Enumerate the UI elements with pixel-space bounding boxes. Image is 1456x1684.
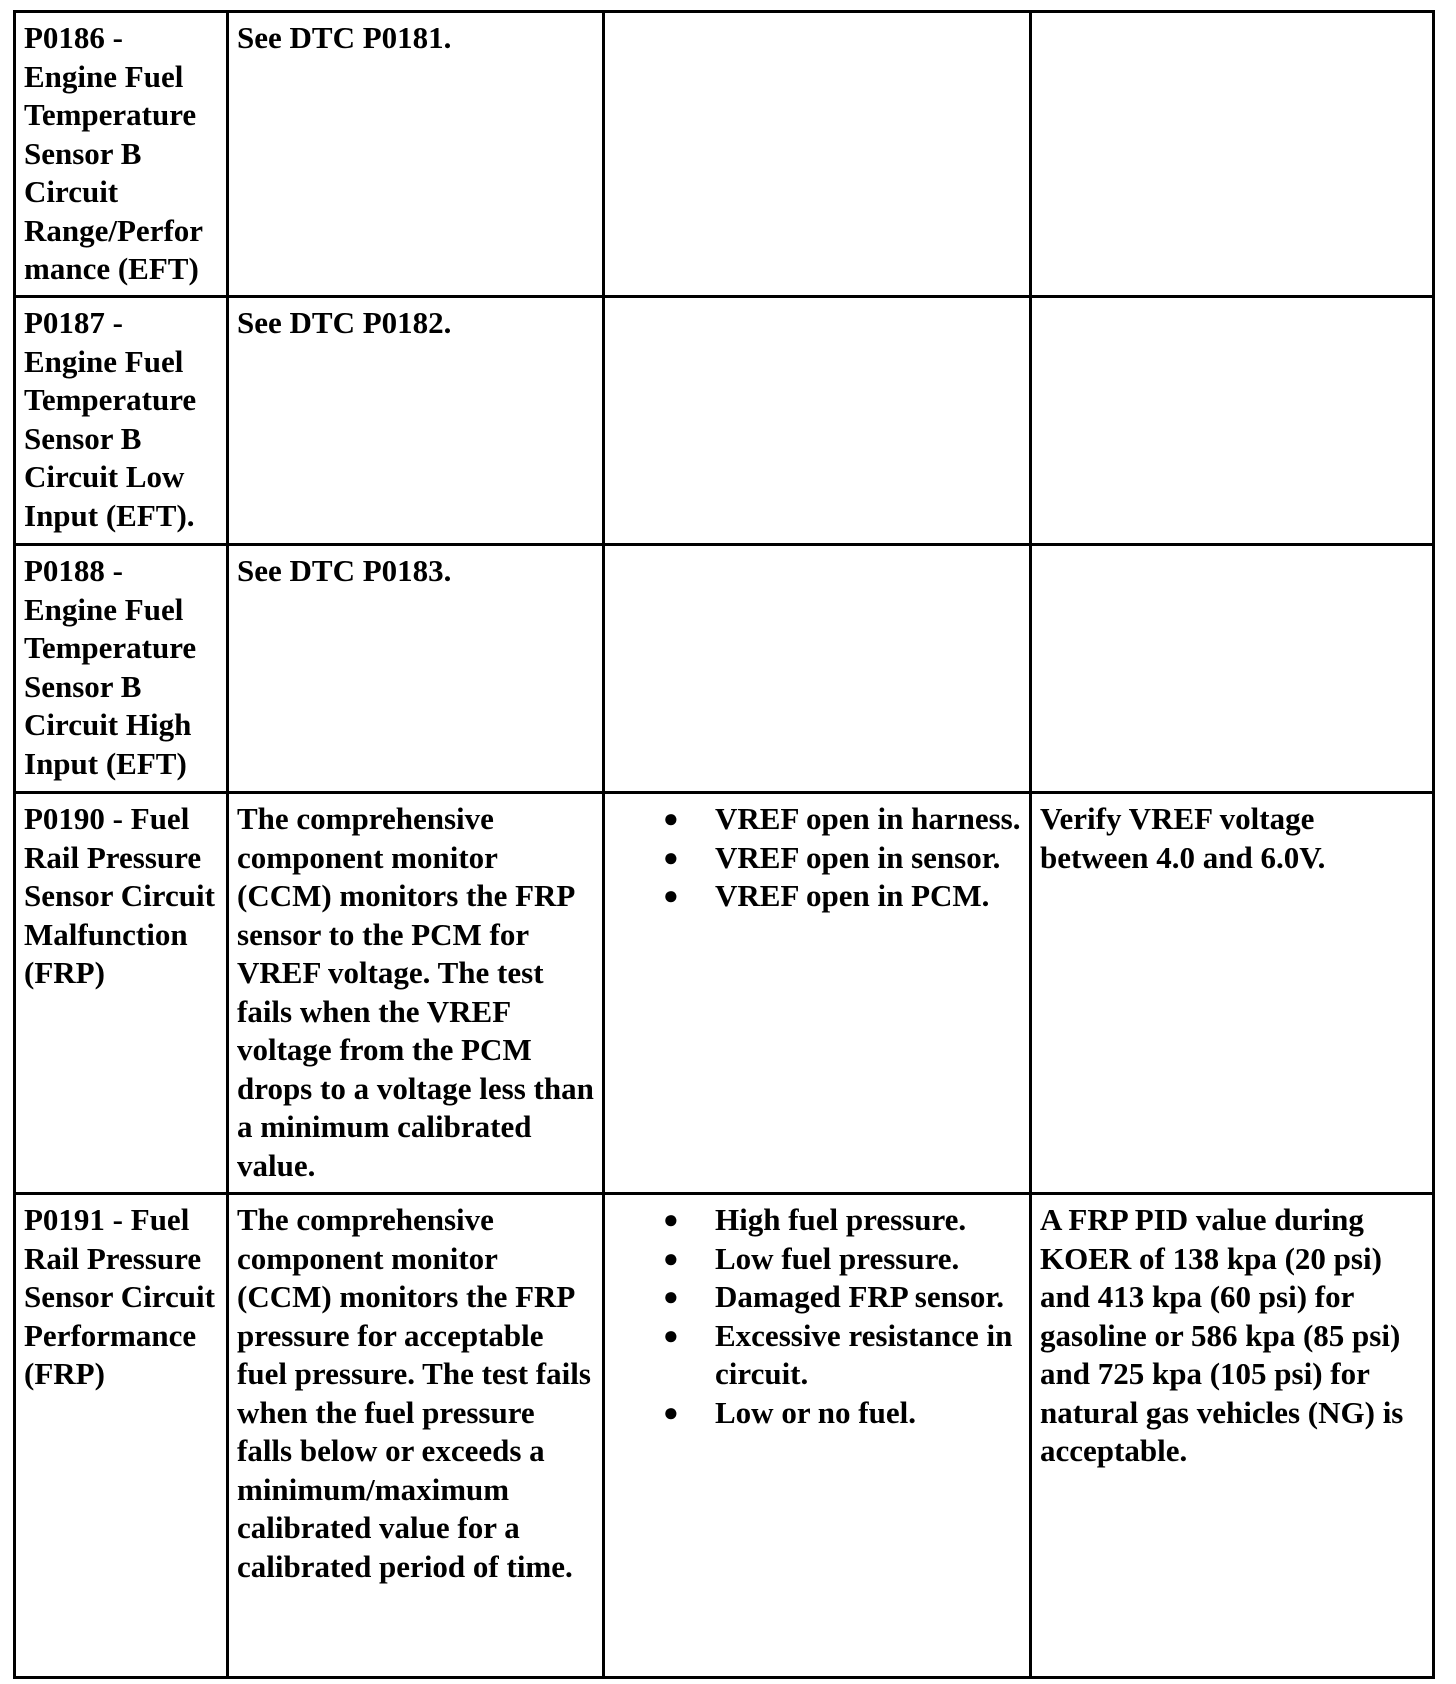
description-cell: See DTC P0181. bbox=[228, 12, 604, 297]
list-item bbox=[613, 800, 1023, 839]
table-row bbox=[15, 297, 1434, 545]
action-cell bbox=[1031, 12, 1434, 297]
description-cell: The comprehensive component monitor (CCM) monitors the FRP sensor to the PCM for VREF voltage. The test fails when the VREF voltage from the PCM drops to a voltage less than a minimum calibrated value. bbox=[228, 793, 604, 1194]
list-item bbox=[613, 1240, 1023, 1279]
causes-cell bbox=[604, 297, 1031, 545]
list-item bbox=[613, 1201, 1023, 1240]
causes-cell bbox=[604, 12, 1031, 297]
cause-text: VREF open in harness. bbox=[715, 801, 1021, 836]
description-cell: See DTC P0183. bbox=[228, 545, 604, 793]
action-cell: A FRP PID value during KOER of 138 kpa (20 psi) and 413 kpa (60 psi) for gasoline or 586 kpa (85 psi) and 725 kpa (105 psi) for natural gas vehicles (NG) is acceptable. bbox=[1031, 1194, 1434, 1678]
bullet-icon: ● bbox=[663, 1282, 679, 1311]
table-row bbox=[15, 545, 1434, 793]
cause-text: Low or no fuel. bbox=[715, 1394, 916, 1430]
bullet-icon: ● bbox=[663, 1397, 679, 1427]
cause-text: Excessive resistance in circuit. bbox=[715, 1317, 1013, 1391]
dtc-cell: P0187 - Engine Fuel Temperature Sensor B Circuit Low Input (EFT). bbox=[15, 297, 228, 545]
action-cell bbox=[1031, 297, 1434, 545]
dtc-table bbox=[13, 10, 1435, 1679]
list-item bbox=[613, 1278, 1023, 1317]
list-item bbox=[613, 1317, 1023, 1394]
causes-cell bbox=[604, 1194, 1031, 1678]
table-row bbox=[15, 793, 1434, 1194]
bullet-icon: ● bbox=[663, 1205, 679, 1234]
dtc-cell: P0191 - Fuel Rail Pressure Sensor Circuit Performance (FRP) bbox=[15, 1194, 228, 1678]
bullet-icon: ● bbox=[663, 1320, 679, 1350]
causes-list bbox=[613, 1201, 1023, 1432]
list-item bbox=[613, 839, 1023, 878]
dtc-cell: P0186 - Engine Fuel Temperature Sensor B Circuit Range/Performance (EFT) bbox=[15, 12, 228, 297]
bullet-icon: ● bbox=[663, 842, 679, 872]
bullet-icon: ● bbox=[663, 881, 679, 910]
table-row bbox=[15, 12, 1434, 297]
cause-text: VREF open in sensor. bbox=[715, 839, 1001, 875]
bullet-icon: ● bbox=[663, 1243, 679, 1273]
cause-text: Damaged FRP sensor. bbox=[715, 1279, 1005, 1314]
causes-cell bbox=[604, 545, 1031, 793]
table-row bbox=[15, 1194, 1434, 1678]
causes-list bbox=[613, 800, 1023, 916]
action-cell: Verify VREF voltage between 4.0 and 6.0V. bbox=[1031, 793, 1434, 1194]
cause-text: Low fuel pressure. bbox=[715, 1240, 960, 1276]
dtc-cell: P0188 - Engine Fuel Temperature Sensor B Circuit High Input (EFT) bbox=[15, 545, 228, 793]
list-item bbox=[613, 1394, 1023, 1433]
description-cell: The comprehensive component monitor (CCM) monitors the FRP pressure for acceptable fuel pressure. The test fails when the fuel pressure falls below or exceeds a minimum/maximum calibrated value for a calibrated period of time. bbox=[228, 1194, 604, 1678]
cause-text: VREF open in PCM. bbox=[715, 878, 990, 913]
causes-cell bbox=[604, 793, 1031, 1194]
description-cell: See DTC P0182. bbox=[228, 297, 604, 545]
list-item bbox=[613, 877, 1023, 916]
bullet-icon: ● bbox=[663, 804, 679, 833]
action-cell bbox=[1031, 545, 1434, 793]
dtc-cell: P0190 - Fuel Rail Pressure Sensor Circuit Malfunction (FRP) bbox=[15, 793, 228, 1194]
cause-text: High fuel pressure. bbox=[715, 1202, 967, 1237]
